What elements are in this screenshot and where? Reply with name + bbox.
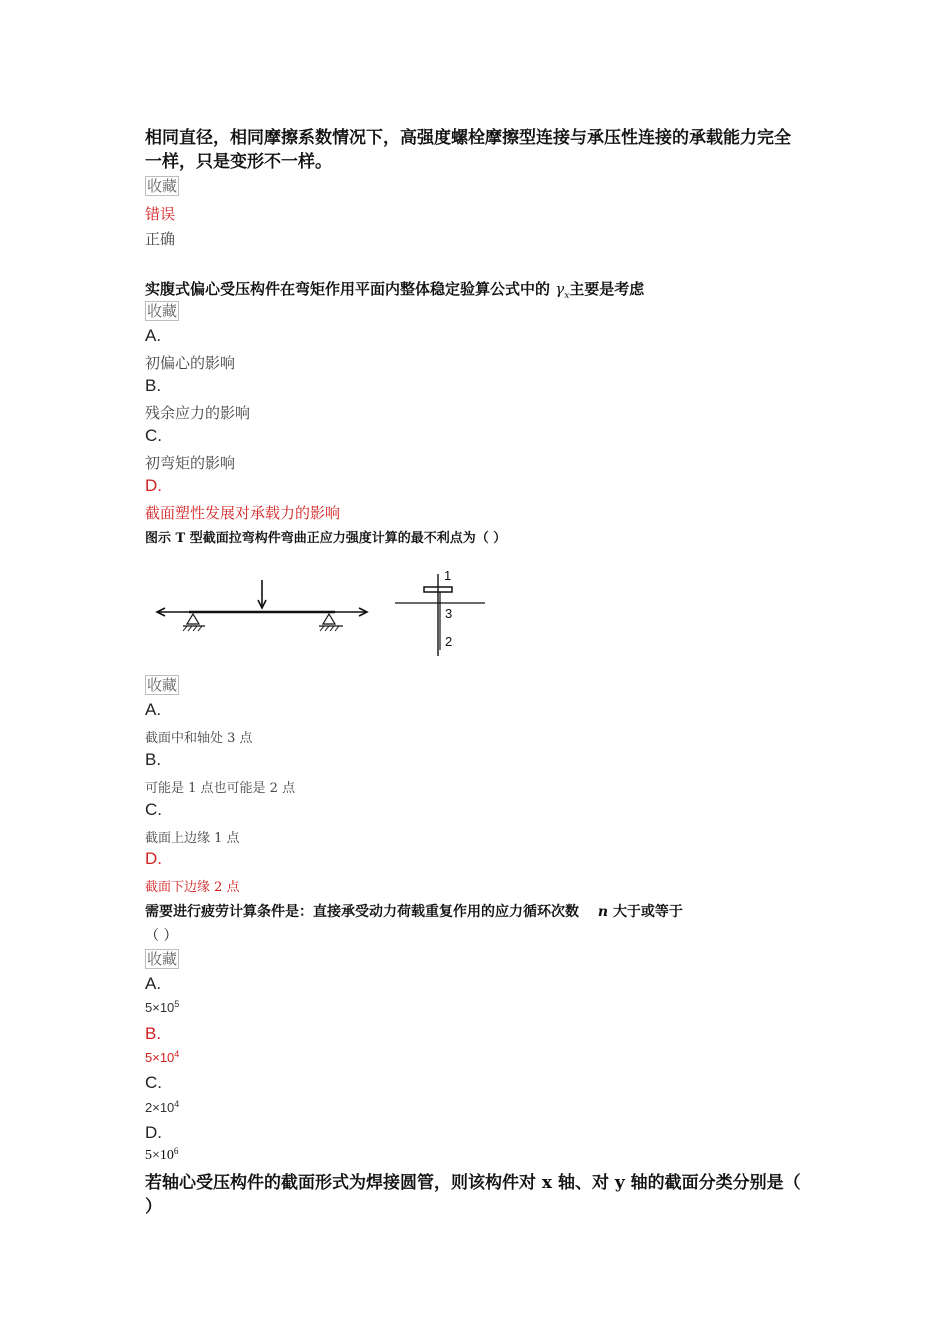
q3-option-a-text[interactable]: 截面中和轴处 3 点 xyxy=(145,731,253,746)
left-support xyxy=(187,614,199,624)
favorite-button[interactable]: 收藏 xyxy=(147,302,178,320)
q4-option-d-base: 5×10 xyxy=(145,1148,174,1163)
question-1-text: 相同直径，相同摩擦系数情况下，高强度螺栓摩擦型连接与承压性连接的承载能力完全一样，只是变形不一样。 xyxy=(145,128,791,172)
q2-option-c-text[interactable]: 初弯矩的影响 xyxy=(145,454,236,472)
q2-option-b-text[interactable]: 残余应力的影响 xyxy=(145,404,251,422)
q3-option-a-letter[interactable]: A. xyxy=(145,700,162,719)
question-2-text xyxy=(145,278,644,301)
q4-option-d-exp: 6 xyxy=(173,1146,179,1156)
q1-option-correct[interactable]: 正确 xyxy=(145,230,176,248)
q2-option-d-text[interactable]: 截面塑性发展对承载力的影响 xyxy=(145,504,341,522)
q4-option-c-value[interactable] xyxy=(145,1100,179,1115)
q4-option-a-base: 5×10 xyxy=(145,1000,175,1015)
q2-option-a-letter[interactable]: A. xyxy=(145,326,162,345)
gamma-subscript: x xyxy=(564,291,570,301)
question-5-text: 若轴心受压构件的截面形式为焊接圆管，则该构件对 x 轴、对 y 轴的截面分类分别是（ ） xyxy=(145,1173,801,1217)
point-2-label: 2 xyxy=(445,634,453,649)
q3-option-c-text[interactable]: 截面上边缘 1 点 xyxy=(145,831,240,846)
question-4-text-line2: （ ） xyxy=(145,928,178,944)
q1-option-wrong[interactable]: 错误 xyxy=(145,205,176,223)
q4-option-d-value[interactable] xyxy=(145,1148,178,1164)
question-2-text-after: 主要是考虑 xyxy=(569,280,645,298)
gamma-symbol: γ xyxy=(555,280,565,298)
beam-diagram xyxy=(145,560,495,660)
q4-option-b-base: 5×10 xyxy=(145,1050,175,1065)
right-support xyxy=(323,614,335,624)
q3-option-b-text[interactable]: 可能是 1 点也可能是 2 点 xyxy=(145,781,296,796)
question-3-text: 图示 T 型截面拉弯构件弯曲正应力强度计算的最不利点为（ ） xyxy=(145,531,507,546)
question-4-text-after: 大于或等于 xyxy=(612,904,683,920)
question-4-text xyxy=(145,901,683,921)
q2-option-c-letter[interactable]: C. xyxy=(145,426,162,445)
question-4-text-before: 需要进行疲劳计算条件是：直接承受动力荷载重复作用的应力循环次数 xyxy=(145,904,579,920)
question-2-text-before: 实腹式偏心受压构件在弯矩作用平面内整体稳定验算公式中的 xyxy=(145,280,551,298)
q4-option-a-value[interactable] xyxy=(145,1000,179,1015)
q4-option-d-letter[interactable]: D. xyxy=(145,1123,162,1142)
q4-option-a-letter[interactable]: A. xyxy=(145,974,162,993)
variable-n: n xyxy=(597,904,609,920)
q4-option-c-exp: 4 xyxy=(174,1099,180,1109)
favorite-button[interactable]: 收藏 xyxy=(147,950,178,968)
q2-option-a-text[interactable]: 初偏心的影响 xyxy=(145,354,236,372)
q4-option-c-letter[interactable]: C. xyxy=(145,1073,162,1092)
q2-option-b-letter[interactable]: B. xyxy=(145,376,162,395)
q3-option-d-text[interactable]: 截面下边缘 2 点 xyxy=(145,880,240,895)
q4-option-a-exp: 5 xyxy=(174,999,180,1009)
q3-option-b-letter[interactable]: B. xyxy=(145,750,162,769)
q2-option-d-letter[interactable]: D. xyxy=(145,476,162,495)
favorite-button[interactable]: 收藏 xyxy=(147,177,178,195)
point-1-label: 1 xyxy=(444,568,452,583)
q3-option-c-letter[interactable]: C. xyxy=(145,800,162,819)
favorite-button[interactable]: 收藏 xyxy=(147,676,178,694)
point-3-label: 3 xyxy=(445,606,453,621)
q4-option-b-value[interactable] xyxy=(145,1050,179,1065)
q4-option-c-base: 2×10 xyxy=(145,1100,175,1115)
q3-option-d-letter[interactable]: D. xyxy=(145,849,162,868)
q4-option-b-letter[interactable]: B. xyxy=(145,1024,162,1043)
q4-option-b-exp: 4 xyxy=(174,1049,180,1059)
